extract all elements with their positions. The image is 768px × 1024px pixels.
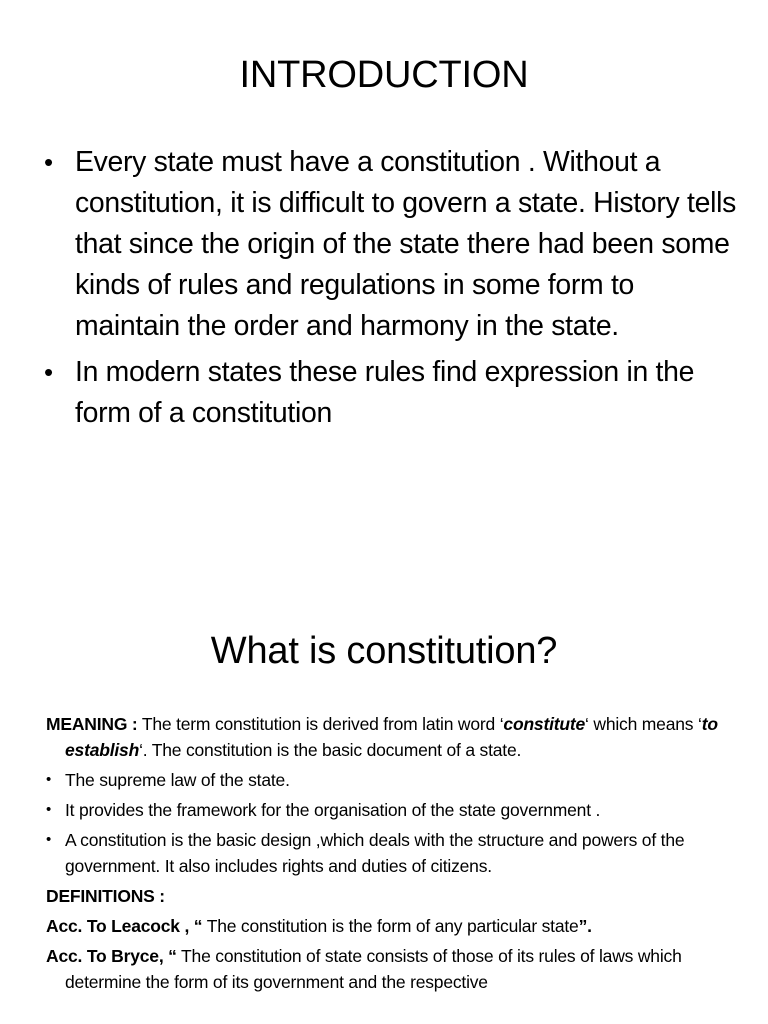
meaning-text: The term constitution is derived from latin word ‘ (137, 714, 504, 734)
definition-end: ”. (578, 916, 592, 936)
list-item (46, 767, 738, 793)
meaning-label: MEANING : (46, 714, 138, 734)
list-item (46, 827, 738, 879)
definition-quote: The constitution is the form of any particular state (202, 916, 579, 936)
term-constitute: constitute (503, 714, 586, 734)
meaning-text: ‘ which means ‘ (585, 714, 702, 734)
bullet-list (0, 142, 768, 439)
slide-what-is-constitution (0, 560, 768, 1024)
bullet-icon: • (46, 801, 52, 818)
slide-title: INTRODUCTION (239, 54, 529, 96)
definition-bryce (46, 943, 738, 995)
bullet-text: A constitution is the basic design ,which deals with the structure and powers of the government. It also includes rights and duties of citizens. (65, 830, 685, 876)
bullet-text: Every state must have a constitution . Without a constitution, it is difficult to govern a state. History tells that since the origin of the state there had been some kinds of rules and regulations in some form to maintain the order and harmony in the state. (75, 146, 736, 342)
bullet-icon: • (44, 147, 53, 177)
bullet-icon: • (46, 831, 52, 848)
bullet-text: In modern states these rules find expression in the form of a constitution (75, 356, 695, 429)
list-item (46, 797, 738, 823)
definition-leacock (46, 913, 738, 939)
bullet-icon: • (44, 357, 53, 387)
meaning-paragraph (46, 711, 738, 763)
bullet-list (0, 767, 768, 879)
definitions-heading: DEFINITIONS : (46, 886, 165, 906)
definition-quote: The constitution of state consists of those of its rules of laws which determine the form of its government and the respective (65, 946, 682, 992)
definition-author: Acc. To Leacock , “ (46, 916, 203, 936)
slide-title: What is constitution? (210, 630, 558, 672)
bullet-text: The supreme law of the state. (65, 770, 290, 790)
list-item (0, 352, 768, 434)
slide-body (0, 711, 768, 999)
definition-author: Acc. To Bryce, “ (46, 946, 177, 966)
bullet-icon: • (46, 771, 52, 788)
bullet-text: It provides the framework for the organisation of the state government . (65, 800, 601, 820)
term-to-establish: to establish (65, 714, 718, 760)
meaning-text: ‘. The constitution is the basic document of a state. (139, 740, 522, 760)
list-item (0, 142, 768, 347)
